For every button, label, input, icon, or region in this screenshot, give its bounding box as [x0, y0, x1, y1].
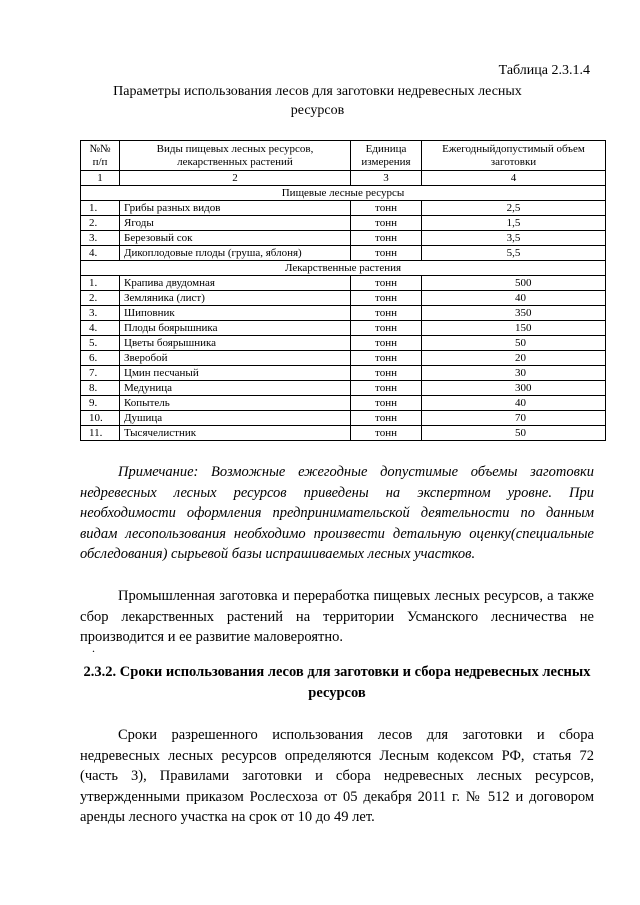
stray-dot: .	[92, 641, 95, 655]
col-number-1: 1	[81, 171, 120, 186]
row-unit: тонн	[351, 246, 422, 261]
row-volume: 300	[422, 381, 606, 396]
row-unit: тонн	[351, 411, 422, 426]
table-row	[81, 411, 606, 426]
row-unit: тонн	[351, 336, 422, 351]
table-title: Параметры использования лесов для заготовки недревесных лесных ресурсов	[113, 84, 522, 118]
row-name: Медуница	[120, 381, 351, 396]
row-number: 5.	[81, 336, 120, 351]
table-row	[81, 291, 606, 306]
table-row	[81, 336, 606, 351]
table-note: Примечание: Возможные ежегодные допустимые объемы заготовки недревесных лесных ресурсов приведены на экспертном уровне. При необходимости оформления предпринимательской деятельности по данным видам лесопользования необходимо произвести детальную оценку(специальные обследования) сырьевой базы испрашиваемых лесных участков.	[80, 464, 594, 563]
table-row	[81, 351, 606, 366]
row-number: 7.	[81, 366, 120, 381]
row-unit: тонн	[351, 201, 422, 216]
col-number-2: 2	[120, 171, 351, 186]
row-volume: 3,5	[422, 231, 606, 246]
header-unit: Единица измерения	[351, 141, 422, 171]
table-row	[81, 216, 606, 231]
row-volume: 2,5	[422, 201, 606, 216]
parameters-table	[80, 140, 606, 441]
table-row	[81, 231, 606, 246]
row-volume: 5,5	[422, 246, 606, 261]
table-number: Таблица 2.3.1.4	[498, 63, 590, 78]
header-num: №№ п/п	[81, 141, 120, 171]
row-name: Шиповник	[120, 306, 351, 321]
row-number: 6.	[81, 351, 120, 366]
row-name: Зверобой	[120, 351, 351, 366]
row-number: 2.	[81, 291, 120, 306]
table-row	[81, 306, 606, 321]
row-name: Земляника (лист)	[120, 291, 351, 306]
row-volume: 50	[422, 426, 606, 441]
row-name: Ягоды	[120, 216, 351, 231]
row-number: 11.	[81, 426, 120, 441]
table-row	[81, 201, 606, 216]
column-numbers-row	[81, 171, 606, 186]
table-row	[81, 426, 606, 441]
table-row	[81, 381, 606, 396]
row-unit: тонн	[351, 426, 422, 441]
row-unit: тонн	[351, 276, 422, 291]
section-row-medicinal	[81, 261, 606, 276]
row-unit: тонн	[351, 291, 422, 306]
row-unit: тонн	[351, 231, 422, 246]
row-number: 8.	[81, 381, 120, 396]
row-name: Крапива двудомная	[120, 276, 351, 291]
row-name: Грибы разных видов	[120, 201, 351, 216]
row-number: 4.	[81, 246, 120, 261]
section-heading: 2.3.2. Сроки использования лесов для заготовки и сбора недревесных лесных ресурсов	[83, 664, 591, 701]
row-name: Березовый сок	[120, 231, 351, 246]
row-volume: 40	[422, 291, 606, 306]
header-kind: Виды пищевых лесных ресурсов, лекарственных растений	[120, 141, 351, 171]
row-name: Цветы боярышника	[120, 336, 351, 351]
row-number: 1.	[81, 201, 120, 216]
row-volume: 500	[422, 276, 606, 291]
row-unit: тонн	[351, 306, 422, 321]
row-volume: 50	[422, 336, 606, 351]
row-number: 1.	[81, 276, 120, 291]
row-unit: тонн	[351, 396, 422, 411]
row-volume: 70	[422, 411, 606, 426]
row-name: Цмин песчаный	[120, 366, 351, 381]
row-volume: 20	[422, 351, 606, 366]
row-name: Плоды боярышника	[120, 321, 351, 336]
row-name: Душица	[120, 411, 351, 426]
table-row	[81, 246, 606, 261]
row-name: Копытель	[120, 396, 351, 411]
col-number-4: 4	[422, 171, 606, 186]
paragraph-industrial-harvest: Промышленная заготовка и переработка пищевых лесных ресурсов, а также сбор лекарственных растений на территории Усманского лесничества не производится и ее развитие маловероятно.	[80, 588, 594, 646]
table-header-row	[81, 141, 606, 171]
row-name: Тысячелистник	[120, 426, 351, 441]
row-number: 2.	[81, 216, 120, 231]
row-volume: 40	[422, 396, 606, 411]
section-row-food	[81, 186, 606, 201]
header-volume: Ежегодныйдопустимый объем заготовки	[422, 141, 606, 171]
row-unit: тонн	[351, 321, 422, 336]
row-volume: 30	[422, 366, 606, 381]
row-name: Дикоплодовые плоды (груша, яблоня)	[120, 246, 351, 261]
row-volume: 350	[422, 306, 606, 321]
table-row	[81, 276, 606, 291]
row-unit: тонн	[351, 351, 422, 366]
row-number: 4.	[81, 321, 120, 336]
paragraph-terms: Сроки разрешенного использования лесов для заготовки и сбора недревесных лесных ресурсов определяются Лесным кодексом РФ, статья 72 (часть 3), Правилами заготовки и сбора недревесных лесных ресурсов, утвержденными приказом Рослесхоза от 05 декабря 2011 г. № 512 и договором аренды лесного участка на срок от 10 до 49 лет.	[80, 727, 594, 826]
table-row	[81, 366, 606, 381]
row-number: 3.	[81, 231, 120, 246]
row-unit: тонн	[351, 216, 422, 231]
row-unit: тонн	[351, 366, 422, 381]
row-number: 3.	[81, 306, 120, 321]
col-number-3: 3	[351, 171, 422, 186]
table-row	[81, 396, 606, 411]
section-title-medicinal: Лекарственные растения	[81, 261, 606, 276]
section-title-food: Пищевые лесные ресурсы	[81, 186, 606, 201]
row-volume: 1,5	[422, 216, 606, 231]
row-unit: тонн	[351, 381, 422, 396]
row-number: 9.	[81, 396, 120, 411]
table-row	[81, 321, 606, 336]
row-number: 10.	[81, 411, 120, 426]
row-volume: 150	[422, 321, 606, 336]
